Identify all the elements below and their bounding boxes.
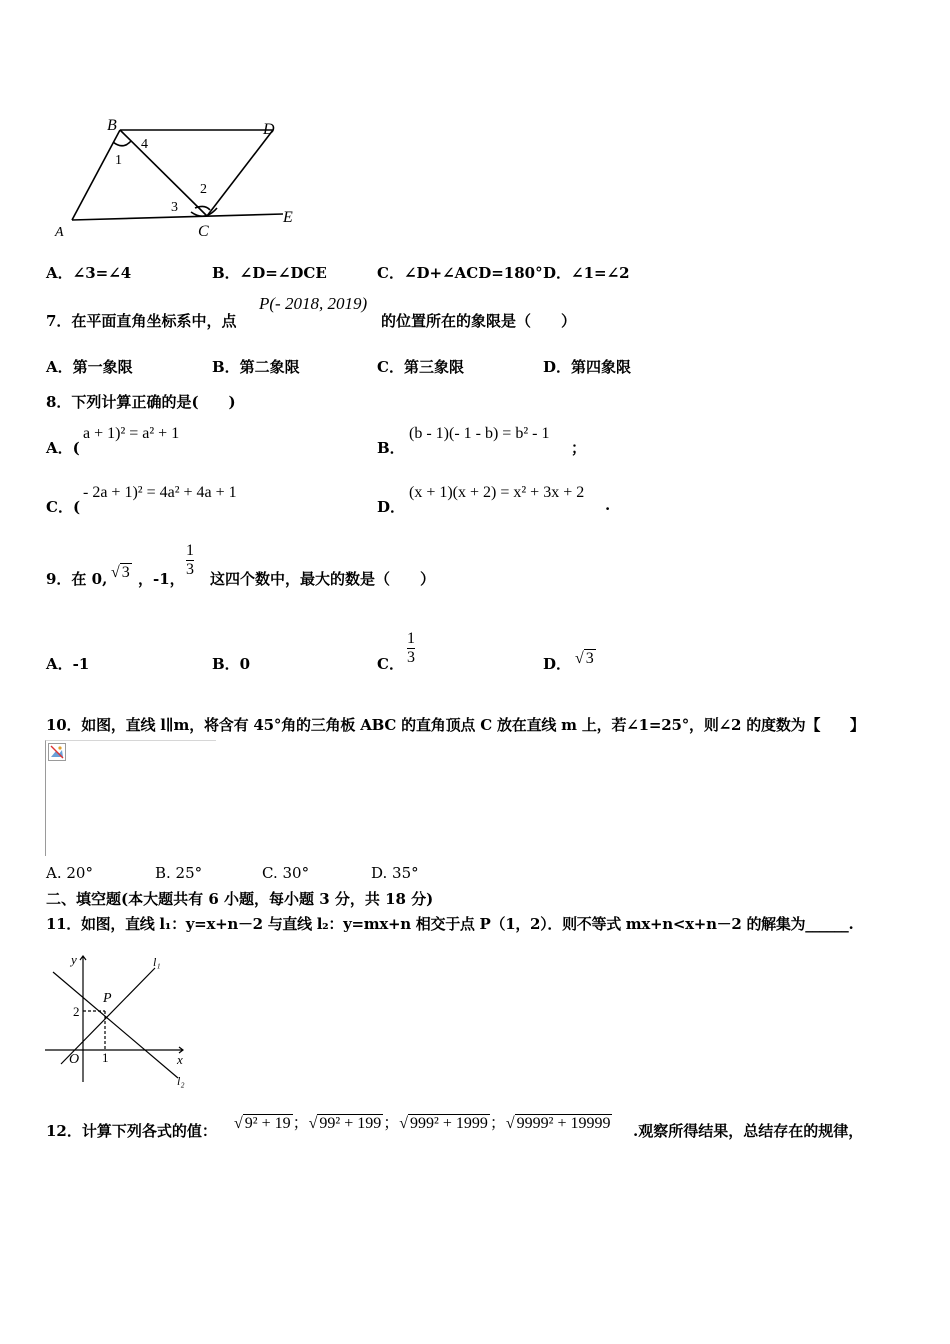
q9-option-a: A．-1 (46, 655, 90, 673)
q11-stem: 11．如图，直线 l₁：y=x+n－2 与直线 l₂：y=mx+n 相交于点 P（1，2）．则不等式 mx+n<x+n－2 的解集为______. (46, 915, 854, 933)
q6-label-C: C (198, 223, 209, 240)
q12-sep-1: ； (292, 1115, 309, 1132)
q7-option-d: D．第四象限 (543, 358, 632, 376)
broken-image-icon (48, 743, 66, 761)
q8-option-a-label: A．( (46, 439, 80, 457)
q7-stem-after: 的位置所在的象限是（ ） (381, 312, 577, 330)
q12-tail: .观察所得结果，总结存在的规律， (633, 1122, 864, 1140)
q6-angle-4: 4 (141, 137, 148, 152)
q8-option-c-expr: - 2a + 1)² = 4a² + 4a + 1 (83, 484, 237, 501)
q9-frac-den: 3 (186, 561, 194, 578)
q6-option-b: B．∠D=∠DCE (212, 264, 327, 282)
q11-tick-2: 2 (73, 1004, 80, 1019)
q6-parallelogram-figure (45, 112, 315, 242)
q7-stem-before: 7．在平面直角坐标系中，点 (46, 312, 237, 330)
q12-root-3-radicand: 999² + 1999 (410, 1115, 488, 1132)
q10-stem: 10．如图，直线 l∥m，将含有 45°角的三角板 ABC 的直角顶点 C 放在直线 m 上，若∠1=25°，则∠2 的度数为【 】 (46, 716, 865, 734)
q9-sqrt3: √ 3 (111, 564, 130, 581)
q6-option-d: D．∠1=∠2 (543, 264, 630, 282)
q9-option-d-sqrt: √ 3 (575, 650, 594, 667)
q6-option-c: C．∠D+∠ACD=180° (377, 264, 543, 282)
q12-root-1-radicand: 9² + 19 (244, 1115, 291, 1132)
q7-option-a: A．第一象限 (46, 358, 133, 376)
q9-option-d-radicand: 3 (585, 650, 594, 667)
q6-label-A: A (55, 225, 64, 240)
q11-tick-1: 1 (102, 1050, 109, 1065)
q11-x-axis-label: x (177, 1052, 183, 1067)
q9-option-c-num: 1 (407, 630, 415, 647)
q8-option-d-tail: . (605, 496, 611, 514)
q9-stem-c: 这四个数中，最大的数是（ ） (210, 570, 436, 588)
q11-point-p-label: P (103, 991, 112, 1006)
q9-option-b: B．0 (212, 655, 251, 673)
q6-angle-3: 3 (171, 200, 178, 215)
q8-stem: 8．下列计算正确的是( ) (46, 393, 236, 411)
q12-root-4-radicand: 9999² + 19999 (516, 1115, 611, 1132)
q9-fraction (186, 542, 194, 579)
q11-origin-label: O (69, 1052, 80, 1067)
q7-point: P(- 2018, 2019) (259, 294, 368, 313)
q6-angle-1: 1 (115, 153, 122, 168)
q12-root-1: √ 9² + 19 (234, 1115, 291, 1132)
q9-stem-a: 9．在 0, (46, 570, 108, 588)
q9-stem-b: ，-1， (138, 570, 185, 588)
q12-expressions (234, 1110, 612, 1133)
q11-graph (43, 950, 193, 1088)
q8-option-c-label: C．( (46, 498, 81, 516)
q10-option-b: B. 25° (155, 864, 203, 882)
q8-option-b-label: B． (377, 439, 405, 457)
q8-option-d-label: D． (377, 498, 406, 516)
q8-option-a-expr: a + 1)² = a² + 1 (83, 425, 180, 442)
q6-label-E: E (283, 209, 293, 226)
q7-option-c: C．第三象限 (377, 358, 464, 376)
q10-option-d: D. 35° (371, 864, 419, 882)
q9-option-d-label: D． (543, 655, 572, 673)
q12-sep-3: ； (489, 1115, 506, 1132)
q6-option-a: A．∠3=∠4 (46, 264, 132, 282)
q9-option-c-den: 3 (407, 649, 415, 666)
q10-option-c: C. 30° (262, 864, 310, 882)
q9-sqrt3-radicand: 3 (121, 564, 130, 581)
q12-root-2-radicand: 99² + 199 (319, 1115, 382, 1132)
q8-option-d-expr: (x + 1)(x + 2) = x² + 3x + 2 (409, 484, 585, 501)
q8-option-b-expr: (b - 1)(- 1 - b) = b² - 1 (409, 425, 550, 442)
section-2-title: 二、填空题(本大题共有 6 小题，每小题 3 分，共 18 分) (46, 890, 434, 908)
q12-stem: 12．计算下列各式的值： (46, 1122, 217, 1140)
q6-label-B: B (107, 117, 117, 134)
q10-option-a: A. 20° (46, 864, 93, 882)
q8-option-b-tail: ； (571, 439, 587, 457)
q11-line-l1-label: l₁ (153, 955, 161, 969)
q12-sep-2: ； (383, 1115, 400, 1132)
q7-option-b: B．第二象限 (212, 358, 300, 376)
q9-option-c-fraction (407, 630, 415, 667)
q12-root-2: √ 99² + 199 (308, 1115, 382, 1132)
q11-y-axis-label: y (71, 952, 77, 967)
q10-figure-placeholder (45, 740, 216, 856)
q9-option-c-label: C． (377, 655, 404, 673)
q12-root-3: √ 999² + 1999 (399, 1115, 488, 1132)
q11-line-l2-label: l₂ (177, 1074, 185, 1088)
q6-label-D: D (263, 121, 275, 138)
q12-root-4: √ 9999² + 19999 (505, 1115, 611, 1132)
q6-angle-2: 2 (200, 182, 207, 197)
q9-frac-num: 1 (186, 542, 194, 559)
